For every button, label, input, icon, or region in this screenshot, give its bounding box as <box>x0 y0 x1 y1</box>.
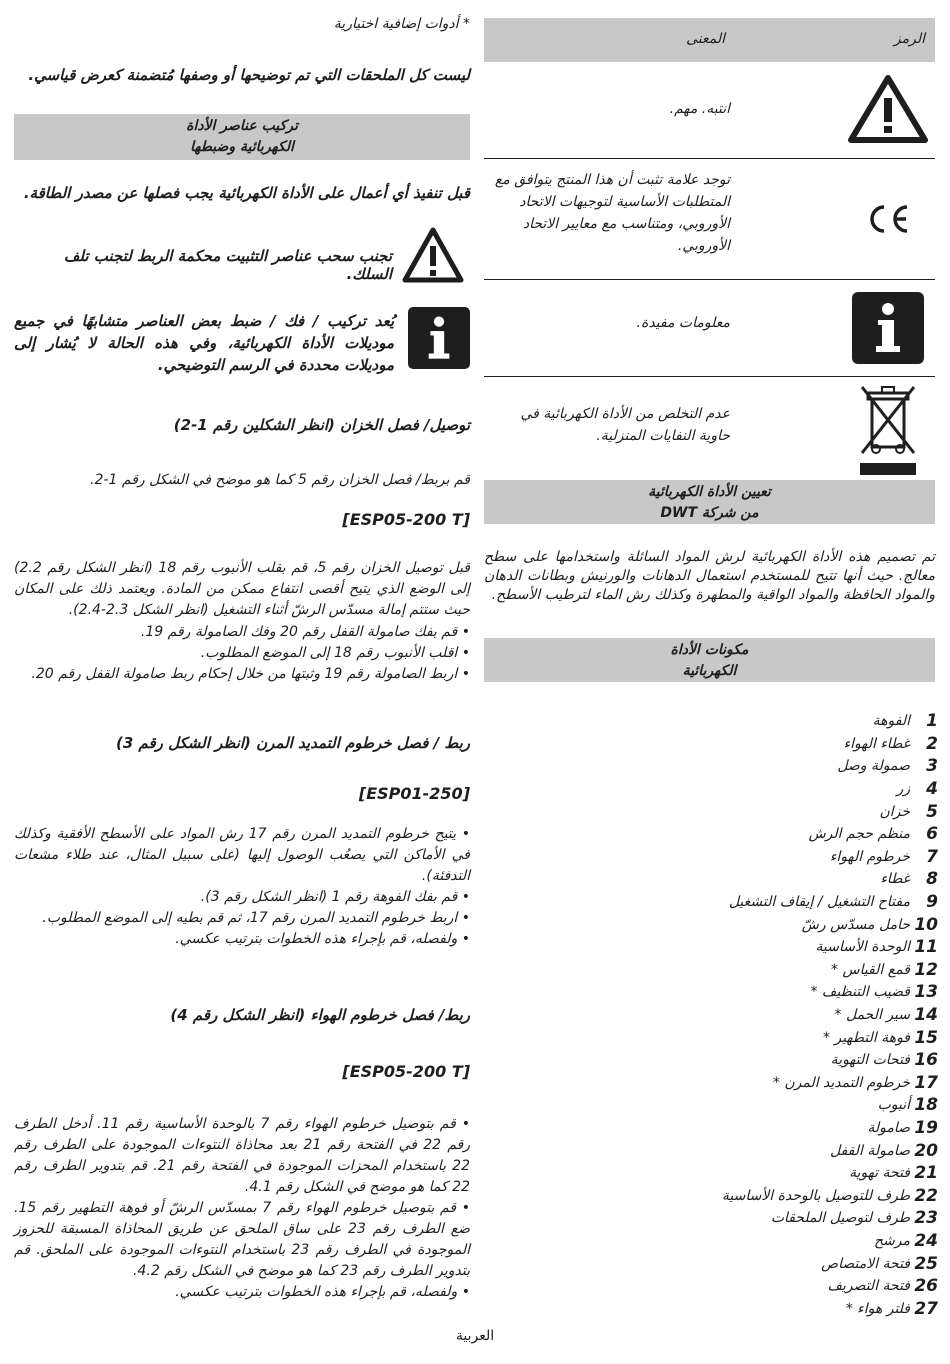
component-item <box>638 710 938 733</box>
components-list <box>638 710 938 1320</box>
component-number: 7 <box>926 846 938 867</box>
component-item <box>638 1275 938 1298</box>
list-item: • قم بتوصيل خرطوم الهواء رقم 7 بالوحدة الأساسية رقم 11. أدخل الطرف رقم 22 في الفتحة رقم 21 بعد محاذاة النتوءات الموجودة على الطرف رقم 22 باستخدام المحزات الموجودة في الفتحة رقم 21. قم بتدوير الطرف رقم 22 كما هو موضح في الشكل رقم 4.1. <box>14 1116 471 1195</box>
tank-text: قم بربط/ فصل الخزان رقم 5 كما هو موضح في الشكل رقم 1-2. <box>90 472 470 488</box>
component-item <box>638 800 938 823</box>
component-item <box>638 1049 938 1072</box>
component-item <box>638 1207 938 1230</box>
component-label: صامولة <box>867 1119 910 1136</box>
symbol-row-ce <box>484 159 935 280</box>
component-number: 5 <box>926 801 938 822</box>
optional-note: * أدوات إضافية اختيارية <box>333 16 470 32</box>
component-label: حامل مسدّس رشّ <box>801 916 910 933</box>
list-item: • اربط الصامولة رقم 19 وثبتها من خلال إحكام ربط صامولة القفل رقم 20. <box>31 666 470 682</box>
component-number: 21 <box>914 1163 938 1184</box>
list-item: • اقلب الأنبوب رقم 18 إلى الموضع المطلوب. <box>200 645 470 661</box>
component-item <box>638 1117 938 1140</box>
component-number: 27 <box>914 1298 938 1319</box>
component-label: الفوهة <box>872 713 910 730</box>
component-item <box>638 1094 938 1117</box>
component-item <box>638 913 938 936</box>
component-item <box>638 981 938 1004</box>
component-number: 22 <box>914 1185 938 1206</box>
symbol-row-bin <box>484 377 935 477</box>
tube-intro: قبل توصيل الخزان رقم 5، قم بقلب الأنبوب رقم 18 (انظر الشكل رقم 2.2) إلى الوضع الذي يتيح أقصى انتفاع ممكن من المادة. ويعتمد ذلك على المكان حيث ستتم إمالة مسدّس الرشّ أثناء التشغيل (انظر الشكل 2.3-2.4). <box>14 560 470 618</box>
component-label: سير الحمل * <box>834 1007 910 1024</box>
component-item <box>638 868 938 891</box>
component-number: 4 <box>926 779 938 800</box>
list-item: • قم بتوصيل خرطوم الهواء رقم 7 بمسدّس الرشّ أو فوهة التطهير رقم 15. ضع الطرف رقم 23 على ساق الملحق عن طريق المحاذاة المسبقة للحزوز الموجودة في الطرف رقم 23 باستخدام النتوءات الموجودة على الملحق. قم بتدوير الطرف رقم 23 كما هو موضح في الشكل رقم 4.2. <box>14 1200 471 1279</box>
component-item <box>638 1139 938 1162</box>
component-item <box>638 1252 938 1275</box>
crossed-bin-icon <box>840 381 935 477</box>
component-item <box>638 1072 938 1095</box>
symbols-table <box>484 18 935 477</box>
component-label: خزان <box>879 803 910 820</box>
component-item <box>638 846 938 869</box>
component-number: 23 <box>914 1208 938 1229</box>
list-item: • ولفصله، قم بإجراء هذه الخطوات بترتيب عكسي. <box>175 1284 470 1300</box>
component-number: 6 <box>926 824 938 845</box>
purpose-text: تم تصميم هذه الأداة الكهربائية لرش المواد السائلة واستخدامها على سطح معالج. حيث أنها تتيح للمستخدم استعمال الدهانات والورنيش وبطانات الدهان والمواد الحافظة والمواد الواقية والمطهرة وكذلك رش الماء لترطيب الأسطح. <box>484 549 935 603</box>
component-label: مرشح <box>874 1232 910 1249</box>
component-number: 12 <box>914 959 938 980</box>
symbol-text-info: معلومات مفيدة. <box>636 315 730 331</box>
cable-warning: تجنب سحب عناصر التثبيت محكمة الربط لتجنب تلف السلك. <box>63 247 392 283</box>
component-item <box>638 733 938 756</box>
component-number: 14 <box>914 1005 938 1026</box>
component-number: 8 <box>926 869 938 890</box>
symbol-text-warning: انتبه. مهم. <box>669 101 730 117</box>
component-label: زر <box>896 781 910 798</box>
header-meaning: المعنى <box>686 31 725 47</box>
warning-triangle-icon <box>402 227 464 287</box>
component-item <box>638 755 938 778</box>
component-label: قمع القياس * <box>831 961 910 978</box>
component-label: قضيب التنظيف * <box>810 984 910 1001</box>
component-label: غطاء الهواء <box>843 735 910 752</box>
list-item: • قم بفك صامولة القفل رقم 20 وفك الصامولة رقم 19. <box>140 624 470 640</box>
accessories-note: ليست كل الملحقات التي تم توضيحها أو وصفها مُتضمنة كعرض قياسي. <box>28 66 470 84</box>
component-label: طرف لتوصيل الملحقات <box>770 1210 910 1227</box>
component-item <box>638 1162 938 1185</box>
header-symbol: الرمز <box>893 31 925 47</box>
right-column <box>484 18 935 679</box>
purpose-heading-line1: تعيين الأداة الكهربائية <box>648 484 771 500</box>
assembly-heading <box>14 114 470 160</box>
component-number: 26 <box>914 1276 938 1297</box>
component-item <box>638 936 938 959</box>
component-label: فوهة التطهير * <box>823 1029 910 1046</box>
component-label: فلتر هواء * <box>845 1300 910 1317</box>
purpose-heading <box>484 480 935 524</box>
component-number: 2 <box>926 733 938 754</box>
air-bullets <box>14 1114 470 1303</box>
component-label: طرف للتوصيل بالوحدة الأساسية <box>721 1187 910 1204</box>
warning-triangle-icon <box>840 74 935 144</box>
component-number: 15 <box>914 1027 938 1048</box>
component-item <box>638 959 938 982</box>
component-number: 17 <box>914 1072 938 1093</box>
component-number: 13 <box>914 982 938 1003</box>
component-item <box>638 1297 938 1320</box>
component-label: خرطوم التمديد المرن * <box>772 1074 910 1091</box>
component-item <box>638 891 938 914</box>
component-item <box>638 1230 938 1253</box>
component-item <box>638 1184 938 1207</box>
list-item: • قم بفك الفوهة رقم 1 (انظر الشكل رقم 3). <box>200 889 470 905</box>
component-number: 9 <box>926 892 938 913</box>
info-note: يُعد تركيب / فك / ضبط بعض العناصر متشابهًا في جميع موديلات الأداة الكهربائية، وفي هذه الحالة لا يُشار إلى موديلات محددة في الرسم التوضيحي. <box>14 312 394 374</box>
component-label: فتحة الامتصاص <box>821 1255 910 1272</box>
ce-mark-icon <box>840 199 935 239</box>
component-label: فتحة تهوية <box>849 1165 910 1182</box>
list-item: • ولفصله، قم بإجراء هذه الخطوات بترتيب عكسي. <box>175 931 470 947</box>
component-item <box>638 1026 938 1049</box>
symbol-text-bin: عدم التخلص من الأداة الكهربائية في حاوية النفايات المنزلية. <box>520 406 730 444</box>
component-item <box>638 823 938 846</box>
component-label: أنبوب <box>877 1097 910 1114</box>
model-label-2: [ESP01-250] <box>358 784 470 803</box>
model-label-1: [ESP05-200 T] <box>342 510 470 529</box>
assembly-heading-line2: الكهربائية وضبطها <box>190 139 294 155</box>
component-label: صامولة القفل <box>829 1142 910 1159</box>
component-number: 24 <box>914 1230 938 1251</box>
component-label: صمولة وصل <box>837 758 910 775</box>
purpose-heading-line2: من شركة DWT <box>660 505 759 521</box>
component-label: منظم حجم الرش <box>808 826 910 843</box>
components-heading-line1: مكونات الأداة <box>670 642 749 658</box>
symbols-table-header <box>484 18 935 62</box>
symbol-row-info <box>484 280 935 377</box>
tank-heading: توصيل/ فصل الخزان (انظر الشكلين رقم 1-2) <box>173 416 470 434</box>
component-number: 19 <box>914 1117 938 1138</box>
component-item <box>638 778 938 801</box>
info-icon <box>840 292 935 364</box>
page-footer-language: العربية <box>455 1328 495 1344</box>
assembly-heading-line1: تركيب عناصر الأداة <box>186 118 298 134</box>
component-number: 18 <box>914 1095 938 1116</box>
component-label: فتحات التهوية <box>830 1052 910 1069</box>
component-label: خرطوم الهواء <box>829 848 910 865</box>
component-label: غطاء <box>880 871 910 888</box>
symbol-row-warning <box>484 62 935 159</box>
air-hose-heading: ربط/ فصل خرطوم الهواء (انظر الشكل رقم 4) <box>170 1006 470 1024</box>
component-number: 16 <box>914 1050 938 1071</box>
info-icon <box>408 307 470 373</box>
list-item: • اربط خرطوم التمديد المرن رقم 17، ثم قم بطيه إلى الموضع المطلوب. <box>42 910 470 926</box>
component-number: 3 <box>926 756 938 777</box>
hose-heading: ربط / فصل خرطوم التمديد المرن (انظر الشكل رقم 3) <box>116 734 470 752</box>
component-label: فتحة التصريف <box>827 1278 910 1295</box>
components-heading <box>484 638 935 682</box>
disconnect-warning: قبل تنفيذ أي أعمال على الأداة الكهربائية يجب فصلها عن مصدر الطاقة. <box>23 184 470 202</box>
component-item <box>638 1004 938 1027</box>
components-heading-line2: الكهربائية <box>682 663 737 679</box>
list-item: • يتيح خرطوم التمديد المرن رقم 17 رش المواد على الأسطح الأفقية وكذلك في الأماكن التي يصعُب الوصول إليها (على سبيل المثال، عند طلاء مشعات التدفئة). <box>14 826 470 884</box>
symbol-text-ce: توجد علامة تثبت أن هذا المنتج يتوافق مع المتطلبات الأساسية لتوجيهات الاتحاد الأوروبي، ومتناسب مع معايير الاتحاد الأوروبي. <box>494 172 730 254</box>
component-number: 25 <box>914 1253 938 1274</box>
component-number: 11 <box>914 937 938 958</box>
component-label: مفتاح التشغيل / إيقاف التشغيل <box>728 894 910 911</box>
component-number: 20 <box>914 1140 938 1161</box>
component-number: 10 <box>914 914 938 935</box>
component-label: الوحدة الأساسية <box>815 939 910 956</box>
hose-bullets <box>14 824 470 950</box>
tube-bullets <box>14 622 470 685</box>
component-number: 1 <box>926 711 938 732</box>
model-label-3: [ESP05-200 T] <box>342 1062 470 1081</box>
